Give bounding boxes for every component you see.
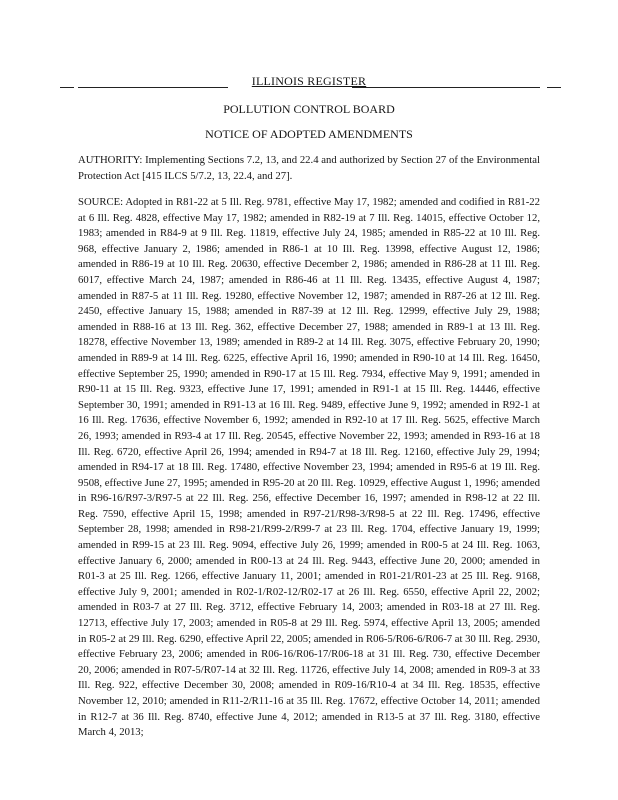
board-title: POLLUTION CONTROL BOARD: [223, 102, 395, 116]
source-paragraph: SOURCE: Adopted in R81-22 at 5 Ill. Reg. 9781, effective May 17, 1982; amended and codified in R81-22 at 6 Ill. Reg. 4828, effective May 17, 1982; amended in R82-19 at 7 Ill. Reg. 14015, effective October 12, 1983; amended in R84-9 at 9 Ill. Reg. 11819, effective July 24, 1985; amended in R85-22 at 10 Ill. Reg. 968, effective January 2, 1986; amended in R86-1 at 10 Ill. Reg. 13998, effective August 12, 1986; amended in R86-19 at 10 Ill. Reg. 20630, effective December 2, 1986; amended in R86-28 at 11 Ill. Reg. 6017, effective March 24, 1987; amended in R86-46 at 11 Ill. Reg. 13435, effective August 4, 1987; amended in R87-5 at 11 Ill. Reg. 19280, effective November 12, 1987; amended in R87-26 at 12 Ill. Reg. 2450, effective January 15, 1988; amended in R87-39 at 12 Ill. Reg. 12999, effective July 29, 1988; amended in R88-16 at 13 Ill. Reg. 362, effective December 27, 1988; amended in R89-1 at 13 Ill. Reg. 18278, effective November 13, 1989; amended in R89-2 at 14 Ill. Reg. 3075, effective February 20, 1990; amended in R89-9 at 14 Ill. Reg. 6225, effective April 16, 1990; amended in R90-10 at 14 Ill. Reg. 16450, effective September 25, 1990; amended in R90-17 at 15 Ill. Reg. 7934, effective May 9, 1991; amended in R90-11 at 15 Ill. Reg. 9323, effective June 17, 1991; amended in R91-1 at 15 Ill. Reg. 14446, effective September 30, 1991; amended in R91-13 at 16 Ill. Reg. 9489, effective June 9, 1992; amended in R92-1 at 16 Ill. Reg. 17636, effective November 6, 1992; amended in R92-10 at 17 Ill. Reg. 5625, effective March 26, 1993; amended in R93-4 at 17 Ill. Reg. 20545, effective November 22, 1993; amended in R93-16 at 18 Ill. Reg. 6720, effective April 26, 1994; amended in R94-7 at 18 Ill. Reg. 12160, effective July 29, 1994; amended in R94-17 at 18 Ill. Reg. 17480, effective November 23, 1994; amended in R95-6 at 19 Ill. Reg. 9508, effective June 27, 1995; amended in R95-20 at 20 Ill. Reg. 10929, effective August 1, 1996; amended in R96-16/R97-3/R97-5 at 22 Ill. Reg. 256, effective December 16, 1997; amended in R98-12 at 22 Ill. Reg. 7590, effective April 15, 1998; amended in R97-21/R98-3/R98-5 at 22 Ill. Reg. 17496, effective September 28, 1998; amended in R98-21/R99-2/R99-7 at 23 Ill. Reg. 1704, effective January 19, 1999; amended in R99-15 at 23 Ill. Reg. 9094, effective July 26, 1999; amended in R00-5 at 24 Ill. Reg. 1063, effective January 6, 2000; amended in R00-13 at 24 Ill. Reg. 9443, effective June 20, 2000; amended in R01-3 at 25 Ill. Reg. 1266, effective January 11, 2001; amended in R01-21/R01-23 at 25 Ill. Reg. 9168, effective July 9, 2001; amended in R02-1/R02-12/R02-17 at 26 Ill. Reg. 6550, effective April 22, 2002; amended in R03-7 at 27 Ill. Reg. 3712, effective February 14, 2003; amended in R03-18 at 27 Ill. Reg. 12713, effective July 17, 2003; amended in R05-8 at 29 Ill. Reg. 5974, effective April 13, 2005; amended in R05-2 at 29 Ill. Reg. 6290, effective April 22, 2005; amended in R06-5/R06-6/R06-7 at 30 Ill. Reg. 2930, effective February 23, 2006; amended in R06-16/R06-17/R06-18 at 31 Ill. Reg. 730, effective December 20, 2006; amended in R07-5/R07-14 at 32 Ill. Reg. 11726, effective July 14, 2008; amended in R09-3 at 33 Ill. Reg. 922, effective December 30, 2008; amended in R09-16/R10-4 at 34 Ill. Reg. 18535, effective November 12, 2010; amended in R11-2/R11-16 at 35 Ill. Reg. 17672, effective October 14, 2011; amended in R12-7 at 36 Ill. Reg. 8740, effective June 4, 2012; amended in R13-5 at 37 Ill. Reg. 3180, effective March 4, 2013;: [78, 196, 540, 739]
authority-paragraph: AUTHORITY: Implementing Sections 7.2, 13, and 22.4 and authorized by Section 27 of the Environmental Protection Act [415 ILCS 5/7.2, 13, 22.4, and 27].: [78, 154, 540, 182]
notice-title: NOTICE OF ADOPTED AMENDMENTS: [205, 127, 413, 141]
register-title: ILLINOIS REGISTER: [251, 74, 367, 88]
